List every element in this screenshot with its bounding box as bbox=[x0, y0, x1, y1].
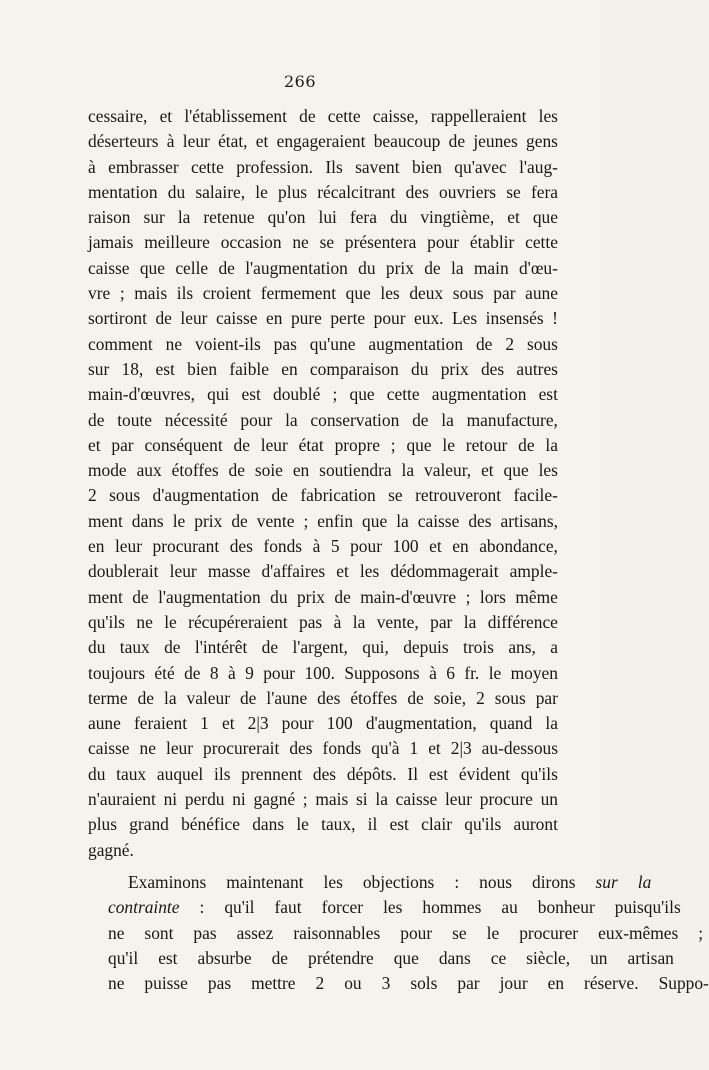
text-line: sur 18, est bien faible en comparaison du prix des autres bbox=[88, 358, 558, 379]
text-line: Examinons maintenant les objections : nous dirons sur la bbox=[128, 871, 652, 892]
text-line: du taux de l'intérêt de l'argent, qui, depuis trois ans, a bbox=[88, 637, 558, 658]
paragraph-1 bbox=[88, 104, 558, 863]
text-line: caisse ne leur procurerait des fonds qu'à 1 et 2|3 au-dessous bbox=[88, 738, 558, 759]
text-line: comment ne voient-ils pas qu'une augmentation de 2 sous bbox=[88, 333, 558, 354]
text-line: ment dans le prix de vente ; enfin que la caisse des artisans, bbox=[88, 510, 558, 531]
text-line: du taux auquel ils prennent des dépôts. Il est évident qu'ils bbox=[88, 763, 558, 784]
text-line: qu'il est absurbe de prétendre que dans ce siècle, un artisan bbox=[108, 947, 674, 968]
text-line: déserteurs à leur état, et engageraient beaucoup de jeunes gens bbox=[88, 131, 558, 152]
text-line: aune feraient 1 et 2|3 pour 100 d'augmentation, quand la bbox=[88, 713, 558, 734]
text-line: qu'ils ne le récupéreraient pas à la vente, par la différence bbox=[88, 611, 558, 632]
text-line: raison sur la retenue qu'on lui fera du vingtième, et que bbox=[88, 207, 558, 228]
text-line: toujours été de 8 à 9 pour 100. Supposons à 6 fr. le moyen bbox=[88, 662, 558, 683]
text-line: ment de l'augmentation du prix de main-d'œuvre ; lors même bbox=[88, 586, 558, 607]
body-text bbox=[88, 104, 709, 996]
page-number: 266 bbox=[283, 72, 317, 91]
text-line: doublerait leur masse d'affaires et les dédommagerait ample- bbox=[88, 561, 558, 582]
text-line: plus grand bénéfice dans le taux, il est clair qu'ils auront bbox=[88, 814, 558, 835]
text-line: main-d'œuvres, qui est doublé ; que cette augmentation est bbox=[88, 384, 558, 405]
text-line: cessaire, et l'établissement de cette caisse, rappelleraient les bbox=[88, 106, 558, 126]
text-line: vre ; mais ils croient fermement que les deux sous par aune bbox=[88, 283, 558, 304]
text-line: 2 sous d'augmentation de fabrication se retrouveront facile- bbox=[88, 485, 558, 506]
text-line: ne puisse pas mettre 2 ou 3 sols par jour en réserve. Suppo- bbox=[108, 973, 709, 994]
text-line: sortiront de leur caisse en pure perte pour eux. Les insensés ! bbox=[88, 308, 558, 329]
text-line: contrainte : qu'il faut forcer les hommes au bonheur puisqu'ils bbox=[108, 897, 681, 918]
text-line: à embrasser cette profession. Ils savent bien qu'avec l'aug- bbox=[88, 156, 558, 177]
text-line: et par conséquent de leur état propre ; que le retour de la bbox=[88, 434, 558, 455]
text-line: en leur procurant des fonds à 5 pour 100 et en abondance, bbox=[88, 536, 558, 557]
text-line: terme de la valeur de l'aune des étoffes de soie, 2 sous par bbox=[88, 687, 558, 708]
text-line: gagné. bbox=[88, 839, 134, 860]
text-line: mode aux étoffes de soie en soutiendra la valeur, et que les bbox=[88, 460, 558, 481]
text-line: mentation du salaire, le plus récalcitrant des ouvriers se fera bbox=[88, 181, 558, 202]
text-line: jamais meilleure occasion ne se présentera pour établir cette bbox=[88, 232, 558, 253]
text-line: n'auraient ni perdu ni gagné ; mais si la caisse leur procure un bbox=[88, 789, 558, 810]
text-line: de toute nécessité pour la conservation de la manufacture, bbox=[88, 409, 558, 430]
text-line: caisse que celle de l'augmentation du prix de la main d'œu- bbox=[88, 257, 558, 278]
paragraph-2 bbox=[88, 870, 709, 996]
text-line: ne sont pas assez raisonnables pour se le procurer eux-mêmes ; bbox=[108, 922, 704, 943]
